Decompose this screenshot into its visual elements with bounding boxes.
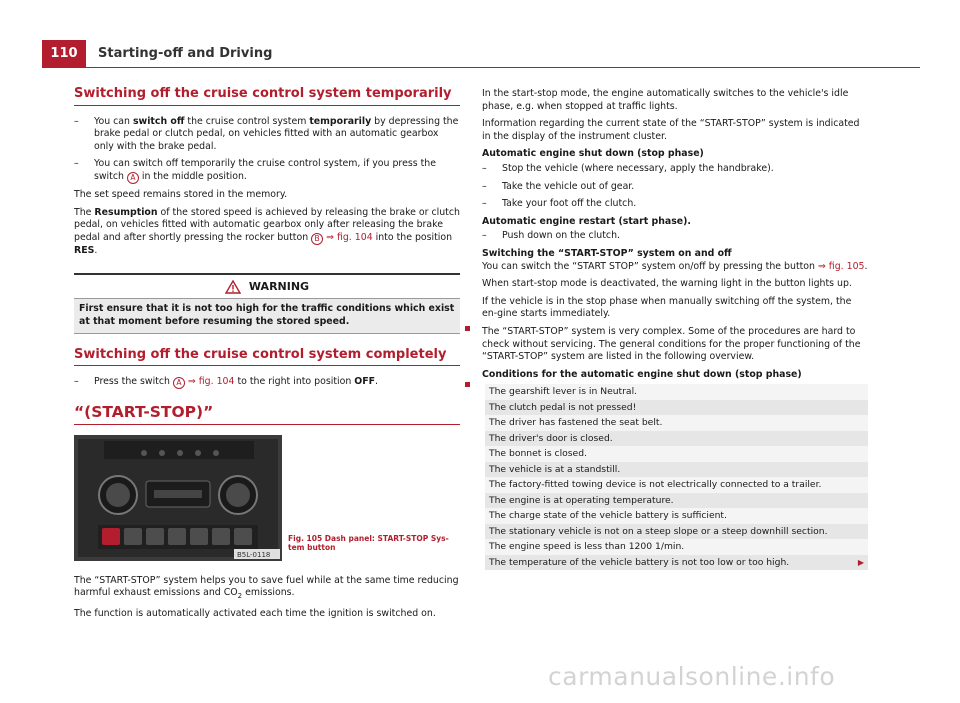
section-title-start-stop: “(START-STOP)” <box>74 406 460 425</box>
figure-code: B5L-0118 <box>237 550 271 559</box>
table-row: The clutch pedal is not pressed! <box>485 400 868 416</box>
list-item: – You can switch off the cruise control system temporarily by depressing the brake pedal or clutch pedal, on vehicles fitted with an automatic gearbox only with the brake pedal. <box>74 115 459 152</box>
figure-105 <box>74 435 460 561</box>
paragraph: When start-stop mode is deactivated, the warning light in the button lights up. <box>482 278 852 290</box>
subheading: Automatic engine restart (start phase). <box>482 215 691 227</box>
warning-label: WARNING <box>248 280 310 294</box>
paragraph: The “START-STOP” system helps you to save fuel while at the same time reducing harmful exhaust emissions and $CO_2$ emissions. <box>74 574 459 601</box>
switch-a-marker: A <box>127 172 139 184</box>
section-end-marker <box>465 382 470 387</box>
paragraph: The “START-STOP” system is very complex. Some of the procedures are hard to check without servicing. The general conditions for the proper functioning of the “START-STOP” system are listed in the following overview. <box>482 325 861 363</box>
list-item: – Take the vehicle out of gear. <box>482 180 635 192</box>
subheading: Switching the “START-STOP” system on and off <box>482 247 732 259</box>
table-row: The temperature of the vehicle battery is not too low or too high. ▶ <box>485 555 868 571</box>
figure-caption: Fig. 105 Dash panel: START-STOP Sys-tem button <box>288 533 449 553</box>
paragraph: In the start-stop mode, the engine automatically switches to the vehicle's idle phase, e.g. when stopped at traffic lights. <box>482 88 849 112</box>
list-item: – Press the switch A ⇒ fig. 104 to the right into position OFF. <box>74 376 460 389</box>
table-row: The bonnet is closed. <box>485 446 868 462</box>
table-row: The stationary vehicle is not on a steep slope or a steep downhill section. <box>485 524 868 540</box>
warning-box <box>74 273 460 333</box>
list-item: – Take your foot off the clutch. <box>482 198 637 210</box>
header-rule <box>86 67 920 68</box>
continue-arrow-icon: ▶ <box>857 557 864 567</box>
watermark: carmanualsonline.info <box>548 662 836 691</box>
table-row: The engine speed is less than 1200 1/min. <box>485 539 868 555</box>
section-title-completely: Switching off the cruise control system completely <box>74 349 460 367</box>
paragraph: The function is automatically activated each time the ignition is switched on. <box>74 607 436 619</box>
conditions-table <box>485 384 868 570</box>
warning-icon <box>225 280 241 294</box>
switch-b-marker: B <box>311 233 323 245</box>
subheading: Conditions for the automatic engine shut down (stop phase) <box>482 368 802 380</box>
list-item: – Stop the vehicle (where necessary, apply the handbrake). <box>482 162 774 174</box>
section-title-temporary: Switching off the cruise control system temporarily <box>74 88 460 106</box>
fig-104-link[interactable]: ⇒ fig. 104 <box>187 376 235 388</box>
table-row: The charge state of the vehicle battery is sufficient. <box>485 508 868 524</box>
left-column <box>74 88 460 625</box>
section-end-marker <box>465 326 470 331</box>
table-row: The driver's door is closed. <box>485 431 868 447</box>
table-row: The driver has fastened the seat belt. <box>485 415 868 431</box>
subheading: Automatic engine shut down (stop phase) <box>482 148 704 160</box>
paragraph: You can switch the “START STOP” system on/off by pressing the button ⇒ fig. 105. <box>482 260 868 272</box>
chapter-title: Starting-off and Driving <box>98 46 273 61</box>
list-item: – Push down on the clutch. <box>482 230 620 242</box>
page-number: 110 <box>42 40 86 68</box>
paragraph-resumption: The Resumption of the stored speed is achieved by releasing the brake or clutch pedal, on vehicles fitted with automatic gearbox only after releasing the brake pedal and after shortly pressing the rocker button B ⇒ fig. 104 into the position RES. <box>74 206 460 256</box>
fig-104-link[interactable]: ⇒ fig. 104 <box>326 231 373 243</box>
paragraph: If the vehicle is in the stop phase when manually switching off the system, the en-gine starts immediately. <box>482 295 852 320</box>
warning-text: First ensure that it is not too high for the traffic conditions which exist at that moment before resuming the stored speed. <box>74 299 460 332</box>
paragraph: Information regarding the current state of the “START-STOP” system is indicated in the display of the instrument cluster. <box>482 118 860 142</box>
table-row: The gearshift lever is in Neutral. <box>485 384 868 400</box>
dash-panel-image <box>74 435 282 561</box>
table-row: The engine is at operating temperature. <box>485 493 868 509</box>
list-item: – You can switch off temporarily the cruise control system, if you press the switch A in the middle position. <box>74 158 436 182</box>
table-row: The vehicle is at a standstill. <box>485 462 868 478</box>
paragraph: The set speed remains stored in the memory. <box>74 188 288 200</box>
right-column <box>482 88 868 570</box>
table-row: The factory-fitted towing device is not electrically connected to a trailer. <box>485 477 868 493</box>
fig-105-link[interactable]: ⇒ fig. 105 <box>817 260 865 272</box>
switch-a-marker: A <box>173 377 185 389</box>
